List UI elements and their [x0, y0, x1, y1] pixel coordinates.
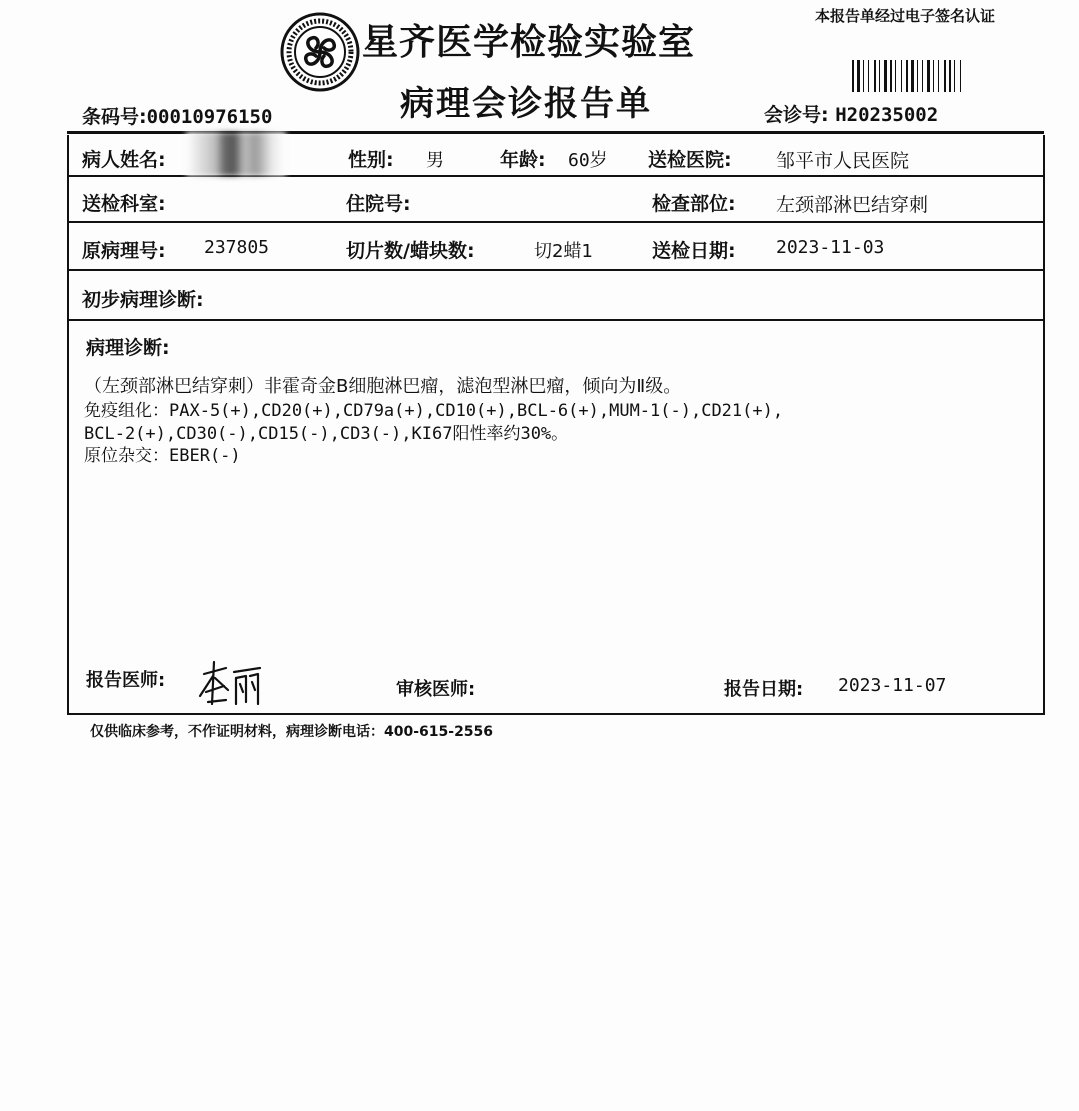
report-date-label: 报告日期: — [724, 679, 804, 700]
diagnosis-label: 病理诊断: — [86, 337, 170, 359]
prelim-diagnosis-label: 初步病理诊断: — [82, 289, 204, 311]
submit-date-value: 2023-11-03 — [776, 237, 885, 258]
orig-path-value: 237805 — [204, 237, 270, 258]
doctor-signature-icon — [196, 656, 266, 708]
lab-name: 星齐医学检验实验室 — [362, 22, 696, 63]
barcode-number — [82, 102, 272, 129]
row-divider — [69, 319, 1043, 321]
row-divider — [69, 221, 1043, 223]
dept-label: 送检科室: — [82, 193, 166, 215]
diagnosis-line: 原位杂交：EBER(-) — [84, 446, 241, 466]
consult-number — [764, 100, 938, 127]
barcode-value: 00010976150 — [146, 106, 273, 128]
consult-value: H20235002 — [835, 104, 939, 126]
diagnosis-line: 免疫组化：PAX-5(+),CD20(+),CD79a(+),CD10(+),BCL-6(+),MUM-1(-),CD21(+), — [84, 401, 784, 421]
report-date-value: 2023-11-07 — [838, 675, 947, 696]
report-title: 病理会诊报告单 — [400, 84, 652, 124]
orig-path-label: 原病理号: — [82, 240, 166, 262]
hospital-value: 邹平市人民医院 — [776, 150, 910, 172]
consult-label: 会诊号: — [764, 104, 829, 126]
site-value: 左颈部淋巴结穿刺 — [776, 194, 929, 216]
age-value: 60岁 — [568, 150, 608, 171]
report-doctor-label: 报告医师: — [86, 670, 166, 691]
patient-name-label: 病人姓名: — [82, 149, 166, 171]
row-divider — [69, 269, 1043, 271]
submit-date-label: 送检日期: — [652, 240, 736, 262]
site-label: 检查部位: — [652, 193, 736, 215]
diagnosis-line: （左颈部淋巴结穿刺）非霍奇金B细胞淋巴瘤，滤泡型淋巴瘤，倾向为Ⅱ级。 — [84, 376, 682, 397]
hospital-label: 送检医院: — [648, 149, 732, 171]
barcode-label: 条码号: — [82, 106, 147, 128]
slides-label: 切片数/蜡块数: — [346, 240, 475, 262]
sex-label: 性别: — [348, 149, 394, 171]
esign-note: 本报告单经过电子签名认证 — [815, 7, 996, 25]
inpatient-label: 住院号: — [346, 193, 411, 215]
diagnosis-line: BCL-2(+),CD30(-),CD15(-),CD3(-),KI67阳性率约30%。 — [84, 424, 569, 444]
footer-note: 仅供临床参考，不作证明材料，病理诊断电话：400-615-2556 — [90, 724, 494, 740]
slides-value: 切2蜡1 — [534, 241, 593, 262]
age-label: 年龄: — [500, 149, 546, 171]
barcode-icon — [852, 60, 998, 92]
sex-value: 男 — [426, 150, 444, 171]
reviewer-label: 审核医师: — [396, 679, 476, 700]
redacted-name — [186, 132, 286, 176]
lab-logo-icon — [280, 12, 360, 92]
